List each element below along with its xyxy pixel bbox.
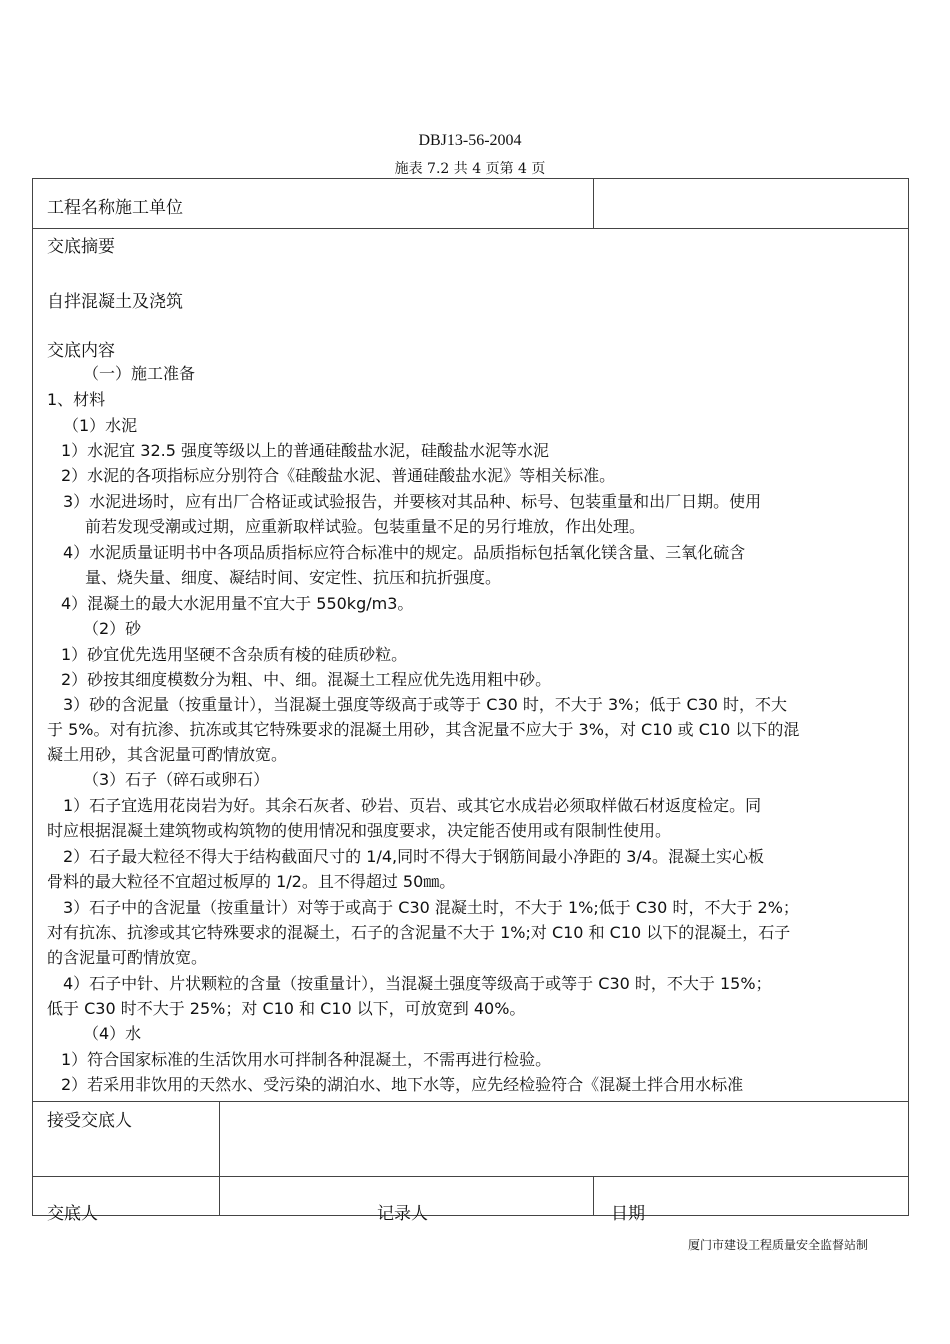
- content-row-bottom: [33, 1101, 908, 1102]
- content-line: 2）水泥的各项指标应分别符合《硅酸盐水泥、普通硅酸盐水泥》等相关标准。: [61, 466, 616, 485]
- content-line: 1）石子宜选用花岗岩为好。其余石灰者、砂岩、页岩、或其它水成岩必须取样做石材返度检定。同: [63, 796, 762, 815]
- content-line: （3）石子（碎石或卵石）: [83, 770, 270, 789]
- content-area: [33, 230, 908, 1100]
- content-line: 1）符合国家标准的生活饮用水可拌制各种混凝土，不需再进行检验。: [61, 1050, 552, 1069]
- content-line: 对有抗冻、抗渗或其它特殊要求的混凝土，石子的含泥量不大于 1%;对 C10 和 C10 以下的混凝土，石子: [47, 923, 791, 942]
- receiver-divider: [219, 1101, 220, 1215]
- recorder-label: 记录人: [377, 1204, 428, 1224]
- content-line: 3）砂的含泥量（按重量计），当混凝土强度等级高于或等于 C30 时，不大于 3%；低于 C30 时，不大: [63, 695, 788, 714]
- summary-label: 交底摘要: [47, 237, 115, 257]
- date-label: 日期: [611, 1204, 645, 1224]
- content-line: （一）施工准备: [83, 364, 196, 383]
- content-line: （1）水泥: [63, 416, 138, 435]
- content-line: 3）石子中的含泥量（按重量计）对等于或高于 C30 混凝土时，不大于 1%;低于 C30 时，不大于 2%；: [63, 898, 799, 917]
- receiver-row-bottom: [33, 1176, 908, 1177]
- content-line: （4）水: [83, 1024, 142, 1043]
- footer-issuer: 厦门市建设工程质量安全监督站制: [688, 1238, 869, 1252]
- signoff-divider: [593, 1176, 594, 1215]
- project-row-divider: [593, 179, 594, 228]
- content-line: 时应根据混凝土建筑物或构筑物的使用情况和强度要求，决定能否使用或有限制性使用。: [47, 821, 672, 840]
- content-line: 2）石子最大粒径不得大于结构截面尺寸的 1/4,同时不得大于钢筋间最小净距的 3/4。混凝土实心板: [63, 847, 764, 866]
- content-line: 量、烧失量、细度、凝结时间、安定性、抗压和抗折强度。: [85, 568, 502, 587]
- content-label: 交底内容: [47, 341, 115, 361]
- content-line: 的含泥量可酌情放宽。: [47, 948, 208, 967]
- project-row-bottom: [33, 228, 908, 229]
- project-label: 工程名称施工单位: [47, 198, 183, 218]
- content-line: 1、材料: [47, 390, 106, 409]
- receiver-label: 接受交底人: [47, 1111, 132, 1131]
- content-line: 4）石子中针、片状颗粒的含量（按重量计），当混凝土强度等级高于或等于 C30 时，不大于 15%；: [63, 974, 772, 993]
- content-line: 3）水泥进场时，应有出厂合格证或试验报告，并要核对其品种、标号、包装重量和出厂日期。使用: [63, 492, 762, 511]
- summary-value: 自拌混凝土及浇筑: [47, 292, 183, 312]
- doc-code: DBJ13-56-2004: [418, 132, 522, 149]
- content-line: 前若发现受潮或过期，应重新取样试验。包装重量不足的另行堆放，作出处理。: [85, 517, 646, 536]
- discloser-label: 交底人: [47, 1204, 98, 1224]
- content-line: 2）砂按其细度模数分为粗、中、细。混凝土工程应优先选用粗中砂。: [61, 670, 552, 689]
- content-line: 1）水泥宜 32.5 强度等级以上的普通硅酸盐水泥，硅酸盐水泥等水泥: [61, 441, 549, 460]
- disclosure-form: [32, 178, 909, 1224]
- content-line: 骨料的最大粒径不宜超过板厚的 1/2。且不得超过 50㎜。: [47, 872, 456, 891]
- page-info: 施表 7.2 共 4 页第 4 页: [394, 161, 546, 177]
- content-line: 4）水泥质量证明书中各项品质指标应符合标准中的规定。品质指标包括氧化镁含量、三氧化硫含: [63, 543, 746, 562]
- content-line: 于 5%。对有抗渗、抗冻或其它特殊要求的混凝土用砂，其含泥量不应大于 3%，对 C10 或 C10 以下的混: [47, 720, 800, 739]
- content-line: 1）砂宜优先选用坚硬不含杂质有棱的硅质砂粒。: [61, 645, 408, 664]
- content-line: 凝土用砂，其含泥量可酌情放宽。: [47, 745, 288, 764]
- content-line: 4）混凝土的最大水泥用量不宜大于 550kg/m3。: [61, 594, 414, 613]
- content-line: （2）砂: [83, 619, 142, 638]
- content-line: [47, 1097, 113, 1100]
- content-line: 低于 C30 时不大于 25%；对 C10 和 C10 以下，可放宽到 40%。: [47, 999, 526, 1018]
- content-line: 2）若采用非饮用的天然水、受污染的湖泊水、地下水等，应先经检验符合《混凝土拌合用水标准: [61, 1075, 744, 1094]
